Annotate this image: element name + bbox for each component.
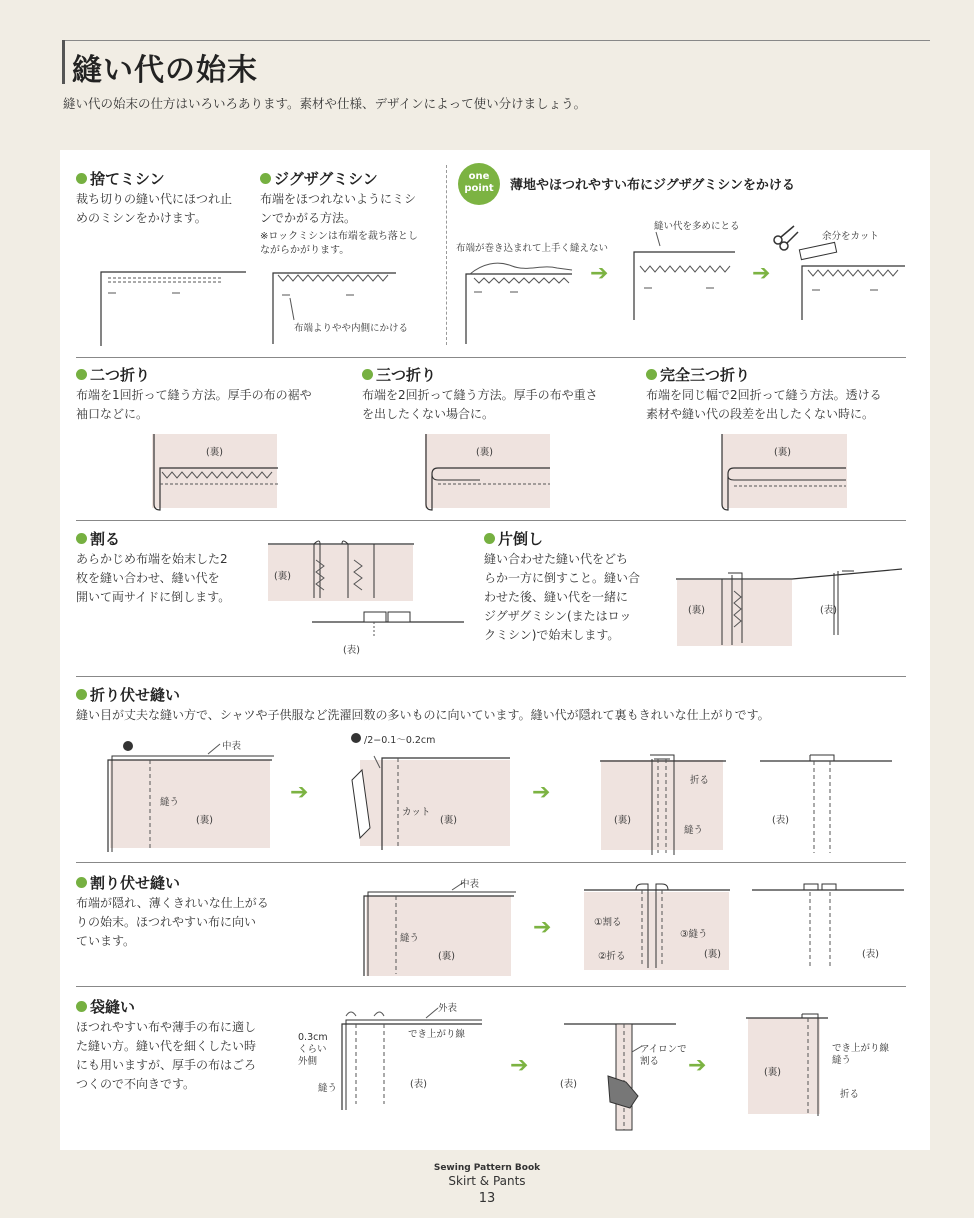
label-fukuro-nui-1: 縫う (318, 1083, 338, 1094)
label-onepoint-bad: 布端が巻き込まれて上手く縫えない (456, 243, 609, 254)
arrow-right-icon: ➔ (688, 1053, 707, 1078)
section-desc-waru: あらかじめ布端を始末した2 枚を縫い合わせ、縫い代を 開いて両サイドに倒します。 (76, 552, 231, 604)
onepoint-title: 薄地やほつれやすい布にジグザグミシンをかける (510, 178, 795, 193)
label-orifuse-nui-1: 縫う (160, 797, 180, 808)
label-fukuro-omote-1: (表) (410, 1079, 427, 1090)
label-orifuse-ura-2: (裏) (440, 815, 457, 826)
label-warifuse-ura-2: (裏) (704, 949, 721, 960)
bullet-icon (76, 689, 87, 700)
diagram-orifuse-2 (330, 728, 520, 853)
label-orifuse-nui-3: 縫う (684, 825, 704, 836)
label-futatsuori-ura: (裏) (206, 447, 223, 458)
diagram-warifuse-3 (748, 880, 908, 970)
section-title-zigzag: ジグザグミシン (260, 168, 378, 189)
label-fukuro-dekiagari: でき上がり線 (408, 1029, 466, 1040)
label-warifuse-step2: ②折る (598, 951, 626, 962)
label-fukuro-ura: (裏) (764, 1067, 781, 1078)
section-desc-orifuse: 縫い目が丈夫な縫い方で、シャツや子供服など洗濯回数の多いものに向いています。縫い代が隠れて裏もきれいな仕上がりです。 (76, 708, 770, 722)
section-divider (76, 520, 906, 521)
label-warifuse-step1: ①割る (594, 917, 622, 928)
label-waru-ura: (裏) (274, 571, 291, 582)
label-onepoint-cut: 余分をカット (822, 231, 879, 242)
label-warifuse-nui: 縫う (400, 933, 420, 944)
section-divider (76, 676, 906, 677)
bullet-icon (76, 369, 87, 380)
label-warifuse-omote: (表) (862, 949, 879, 960)
diagram-fukuro-2 (560, 1012, 680, 1132)
section-title-kanzen: 完全三つ折り (646, 364, 750, 385)
page-number: 13 (478, 1191, 496, 1206)
page-intro: 縫い代の始末の仕方はいろいろあります。素材や仕様、デザインによって使い分けましょう。 (63, 96, 587, 111)
diagram-onepoint-bad (462, 256, 577, 346)
label-orifuse-ura-3: (裏) (614, 815, 631, 826)
label-fukuro-sotoomote: 外表 (438, 1003, 458, 1014)
section-desc-mitsuori: 布端を2回折って縫う方法。厚手の布や重さ を出したくない場合に。 (362, 388, 598, 421)
section-divider (76, 986, 906, 987)
section-title-mitsuori: 三つ折り (362, 364, 436, 385)
onepoint-divider (446, 165, 447, 345)
bullet-icon (76, 877, 87, 888)
arrow-right-icon: ➔ (752, 261, 771, 286)
diagram-onepoint-wide (630, 232, 740, 322)
diagram-orifuse-1 (104, 740, 284, 855)
section-title-fukuro: 袋縫い (76, 996, 135, 1017)
label-warifuse-nakaomote: 中表 (460, 879, 480, 890)
bullet-icon (260, 173, 271, 184)
section-desc-fukuro: ほつれやすい布や薄手の布に適し た縫い方。縫い代を細くしたい時 にも用いますが、厚手の布はごろ つくので不向きです。 (76, 1020, 257, 1091)
label-fukuro-omote-2: (表) (560, 1079, 577, 1090)
label-fukuro-oru: 折る (840, 1089, 860, 1100)
bullet-icon (76, 1001, 87, 1012)
arrow-right-icon: ➔ (510, 1053, 529, 1078)
section-title-warifuse: 割り伏せ縫い (76, 872, 180, 893)
diagram-onepoint-cut (770, 222, 910, 322)
label-waru-omote: (表) (343, 645, 360, 656)
bullet-icon (484, 533, 495, 544)
label-mitsuori-ura: (裏) (476, 447, 493, 458)
label-orifuse-ura-1: (裏) (196, 815, 213, 826)
section-divider (76, 862, 906, 863)
label-orifuse-nakaomote: 中表 (222, 741, 242, 752)
section-title-orifuse: 折り伏せ縫い (76, 684, 180, 705)
arrow-right-icon: ➔ (590, 261, 609, 286)
label-katadaoshi-ura: (裏) (688, 605, 705, 616)
arrow-right-icon: ➔ (533, 915, 552, 940)
bullet-icon (76, 173, 87, 184)
label-fukuro-dekiagari-2: でき上がり線 (832, 1043, 890, 1054)
label-fukuro-iron: アイロンで 割る (640, 1044, 687, 1067)
diagram-warifuse-1 (360, 878, 520, 980)
label-orifuse-cut: カット (402, 807, 431, 818)
section-desc-zigzag: 布端をほつれないようにミシ ンでかがる方法。 (260, 192, 417, 225)
label-fukuro-nui-2: 縫う (832, 1055, 852, 1066)
section-title-katadaoshi: 片倒し (484, 528, 543, 549)
diagram-orifuse-3 (596, 745, 731, 860)
section-title-futatsuori: 二つ折り (76, 364, 150, 385)
footer-subtitle: Skirt & Pants (448, 1174, 526, 1188)
bullet-icon (76, 533, 87, 544)
label-orifuse-dim: /2−0.1〜0.2cm (364, 735, 436, 746)
bullet-icon (646, 369, 657, 380)
label-zigzag-position: 布端よりやや内側にかける (294, 323, 409, 334)
arrow-right-icon: ➔ (532, 780, 551, 805)
bullet-icon (362, 369, 373, 380)
section-title-waru: 割る (76, 528, 120, 549)
section-divider (76, 357, 906, 358)
label-orifuse-omote: (表) (772, 815, 789, 826)
label-kanzen-ura: (裏) (774, 447, 791, 458)
diagram-orifuse-4 (756, 745, 896, 860)
label-orifuse-oru: 折る (690, 775, 710, 786)
page-title: 縫い代の始末 (72, 53, 258, 88)
diagram-fukuro-1 (336, 1004, 486, 1114)
arrow-right-icon: ➔ (290, 780, 309, 805)
diagram-sutemishin (96, 268, 246, 348)
section-desc-warifuse: 布端が隠れ、薄くきれいな仕上がる りの始末。ほつれやすい布に向い ています。 (76, 896, 269, 948)
diagram-waru (264, 540, 474, 655)
label-warifuse-ura-1: (裏) (438, 951, 455, 962)
section-desc-kanzen: 布端を同じ幅で2回折って縫う方法。透ける 素材や縫い代の段差を出したくない時に。 (646, 388, 882, 421)
section-title-sutemishin: 捨てミシン (76, 168, 165, 189)
diagram-katadaoshi (672, 565, 907, 650)
title-accent-bar (62, 40, 65, 84)
diagram-fukuro-3 (742, 1008, 832, 1120)
section-desc-katadaoshi: 縫い合わせた縫い代をどち らか一方に倒すこと。縫い合 わせた後、縫い代を一緒に ジグザグミシン(またはロッ クミシン)で始末します。 (484, 552, 641, 642)
section-desc-futatsuori: 布端を1回折って縫う方法。厚手の布の裾や 袖口などに。 (76, 388, 312, 421)
iron-icon (608, 1076, 638, 1108)
label-katadaoshi-omote: (表) (820, 605, 837, 616)
label-fukuro-width: 0.3cm くらい 外側 (298, 1032, 328, 1067)
section-desc-sutemishin: 裁ち切りの縫い代にほつれ止 めのミシンをかけます。 (76, 192, 233, 225)
label-onepoint-wide: 縫い代を多めにとる (654, 221, 740, 232)
onepoint-badge: one point (458, 163, 500, 205)
section-note-zigzag: ※ロックミシンは布端を裁ち落とし ながらかがります。 (260, 231, 418, 256)
label-warifuse-step3: ③縫う (680, 929, 708, 940)
footer-brand: Sewing Pattern Book (433, 1163, 541, 1173)
